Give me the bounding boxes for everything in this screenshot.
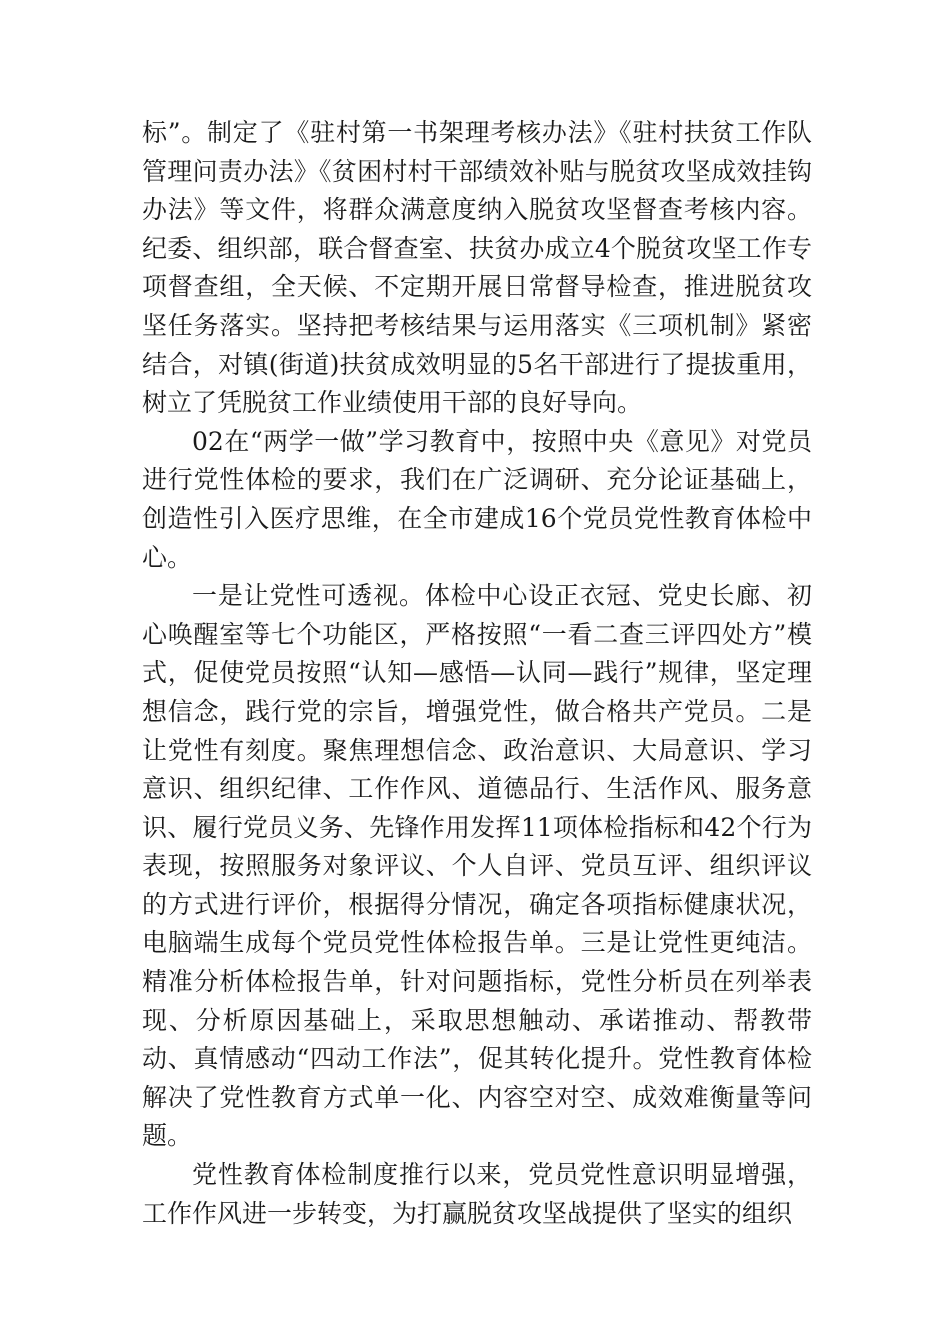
paragraph-three-measures: 一是让党性可透视。体检中心设正衣冠、党史长廊、初心唤醒室等七个功能区，严格按照“一看二查三评四处方”模式，促使党员按照“认知—感悟—认同—践行”规律，坚定理想信念，践行党的宗旨，增强党性，做合格共产党员。二是让党性有刻度。聚焦理想信念、政治意识、大局意识、学习意识、组织纪律、工作作风、道德品行、生活作风、服务意识、履行党员义务、先锋作用发挥11项体检指标和42个行为表现，按照服务对象评议、个人自评、党员互评、组织评议的方式进行评价，根据得分情况，确定各项指标健康状况，电脑端生成每个党员党性体检报告单。三是让党性更纯洁。精准分析体检报告单，针对问题指标，党性分析员在列举表现、分析原因基础上，采取思想触动、承诺推动、帮教带动、真情感动“四动工作法”，促其转化提升。党性教育体检解决了党性教育方式单一化、内容空对空、成效难衡量等问题。	[142, 581, 812, 1151]
document-body	[142, 114, 812, 1233]
paragraph-results: 党性教育体检制度推行以来，党员党性意识明显增强，工作作风进一步转变，为打赢脱贫攻坚战提供了坚实的组织	[142, 1160, 812, 1228]
paragraph-party-checkup-centers: 02在“两学一做”学习教育中，按照中央《意见》对党员进行党性体检的要求，我们在广泛调研、充分论证基础上，创造性引入医疗思维，在全市建成16个党员党性教育体检中心。	[142, 426, 812, 572]
paragraph-continuation: 标”。制定了《驻村第一书架理考核办法》《驻村扶贫工作队管理问责办法》《贫困村村干部绩效补贴与脱贫攻坚成效挂钩办法》等文件，将群众满意度纳入脱贫攻坚督查考核内容。纪委、组织部，联合督查室、扶贫办成立4个脱贫攻坚工作专项督查组，全天候、不定期开展日常督导检查，推进脱贫攻坚任务落实。坚持把考核结果与运用落实《三项机制》紧密结合，对镇(街道)扶贫成效明显的5名干部进行了提拔重用，树立了凭脱贫工作业绩使用干部的良好导向。	[142, 118, 812, 418]
